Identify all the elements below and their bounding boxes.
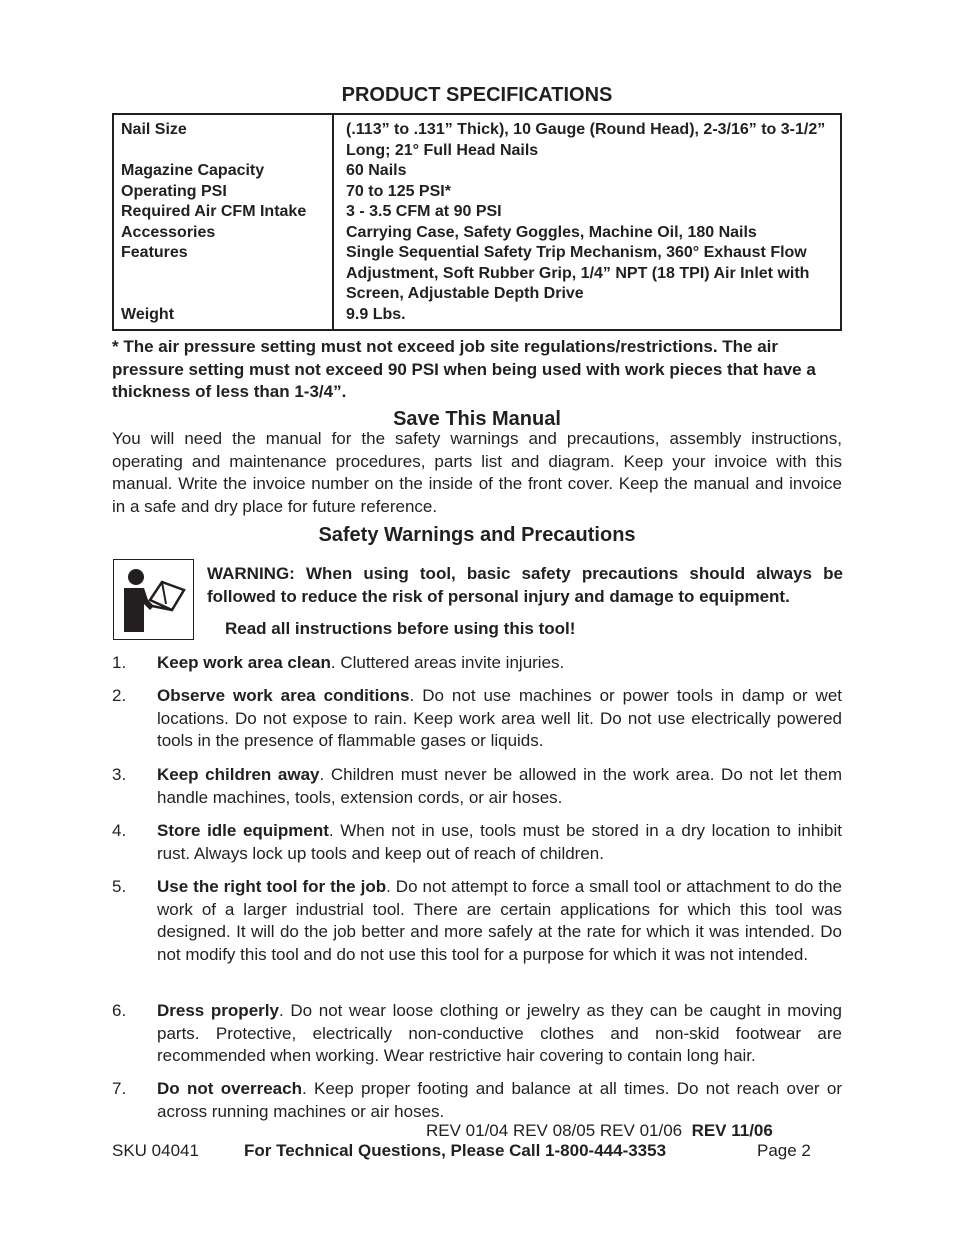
revision-current: REV 11/06 (691, 1121, 773, 1140)
footer-sku: SKU 04041 (112, 1141, 199, 1160)
item-number: 1. (112, 653, 127, 672)
spec-value: Single Sequential Safety Trip Mechanism, 360° Exhaust Flow Adjustment, Soft Rubber Grip, 1/4” NPT (18 TPI) Air Inlet with Screen, Adjustable Depth Drive (346, 244, 810, 303)
footer-support-phone: For Technical Questions, Please Call 1-800-444-3353 (244, 1141, 667, 1160)
item-heading: Store idle equipment (157, 821, 329, 840)
footer-page-number: Page 2 (757, 1141, 811, 1160)
item-body (157, 876, 842, 966)
spec-value: Carrying Case, Safety Goggles, Machine Oil, 180 Nails (346, 224, 757, 241)
save-manual-title: Save This Manual (393, 408, 561, 430)
spec-label: Accessories (121, 224, 216, 241)
item-number: 2. (112, 686, 127, 705)
item-heading: Keep work area clean (157, 653, 331, 672)
item-body (157, 652, 842, 675)
item-text: . When not in use, tools must be stored in a dry location to inhibit rust. Always lock up tools and keep out of reach of children. (157, 821, 842, 863)
spec-label: Features (121, 244, 188, 261)
item-text: . Do not wear loose clothing or jewelry as they can be caught in moving parts. Protective, electrically non-conductive clothes and non-skid footwear are recommended when working. Wear restrictive hair covering to contain long hair. (157, 1001, 842, 1065)
item-heading: Dress properly (157, 1001, 279, 1020)
spec-value: 9.9 Lbs. (346, 306, 406, 323)
spec-label: Operating PSI (121, 183, 227, 200)
item-number: 5. (112, 877, 127, 896)
spec-value: 70 to 125 PSI* (346, 183, 451, 200)
safety-title: Safety Warnings and Precautions (318, 524, 636, 546)
spec-title: PRODUCT SPECIFICATIONS (341, 84, 613, 106)
item-text: . Keep proper footing and balance at all times. Do not reach over or across running machines or air hoses. (157, 1079, 842, 1121)
item-body (157, 820, 842, 865)
item-heading: Observe work area conditions (157, 686, 410, 705)
item-text: . Cluttered areas invite injuries. (330, 653, 565, 672)
item-text: . Do not attempt to force a small tool or attachment to do the work of a larger industrial tool. There are certain applications for which this tool was designed. It will do the job better and more safely at the rate for which it was intended. Do not modify this tool and do not use this tool for a purpose for which it was not intended. (157, 877, 842, 964)
item-text: . Do not use machines or power tools in damp or wet locations. Do not expose to rain. Keep work area well lit. Do not use electrically powered tools in the presence of flammable gases or liquids. (157, 686, 842, 750)
read-all-instructions: Read all instructions before using this tool! (225, 619, 576, 638)
item-text: . Children must never be allowed in the work area. Do not let them handle machines, tools, extension cords, or air hoses. (157, 765, 842, 807)
item-body (157, 1078, 842, 1123)
spec-footnote: * The air pressure setting must not exceed job site regulations/restrictions. The air pressure setting must not exceed 90 PSI when being used with work pieces that have a thickness of less than 1-3/4”. (112, 337, 816, 401)
save-manual-body: You will need the manual for the safety warnings and precautions, assembly instructions, operating and maintenance procedures, parts list and diagram. Keep your invoice with this manual. Write the invoice number on the inside of the front cover. Keep the manual and invoice in a safe and dry place for future reference. (112, 429, 842, 516)
spec-divider (332, 115, 334, 329)
item-number: 6. (112, 1001, 127, 1020)
item-number: 3. (112, 765, 127, 784)
item-heading: Keep children away (157, 765, 320, 784)
spec-value: 60 Nails (346, 162, 407, 179)
item-heading: Use the right tool for the job (157, 877, 387, 896)
item-number: 7. (112, 1079, 127, 1098)
revision-line (426, 1121, 773, 1141)
spec-value: 3 - 3.5 CFM at 90 PSI (346, 203, 502, 220)
spec-label: Magazine Capacity (121, 162, 265, 179)
warning-text: WARNING: When using tool, basic safety precautions should always be followed to reduce the risk of personal injury and damage to equipment. (207, 564, 843, 606)
spec-label: Weight (121, 306, 175, 323)
spec-value: (.113” to .131” Thick), 10 Gauge (Round Head), 2-3/16” to 3-1/2” Long; 21° Full Head Nails (346, 121, 826, 159)
spec-label: Nail Size (121, 121, 187, 138)
item-number: 4. (112, 821, 127, 840)
item-body (157, 685, 842, 753)
read-manual-icon (113, 559, 194, 640)
item-body (157, 1000, 842, 1068)
spec-label: Required Air CFM Intake (121, 203, 307, 220)
spec-table (112, 113, 842, 331)
item-body (157, 764, 842, 809)
item-heading: Do not overreach (157, 1079, 302, 1098)
read-manual-icon-graphic (114, 560, 192, 638)
revision-history: REV 01/04 REV 08/05 REV 01/06 (426, 1121, 683, 1140)
